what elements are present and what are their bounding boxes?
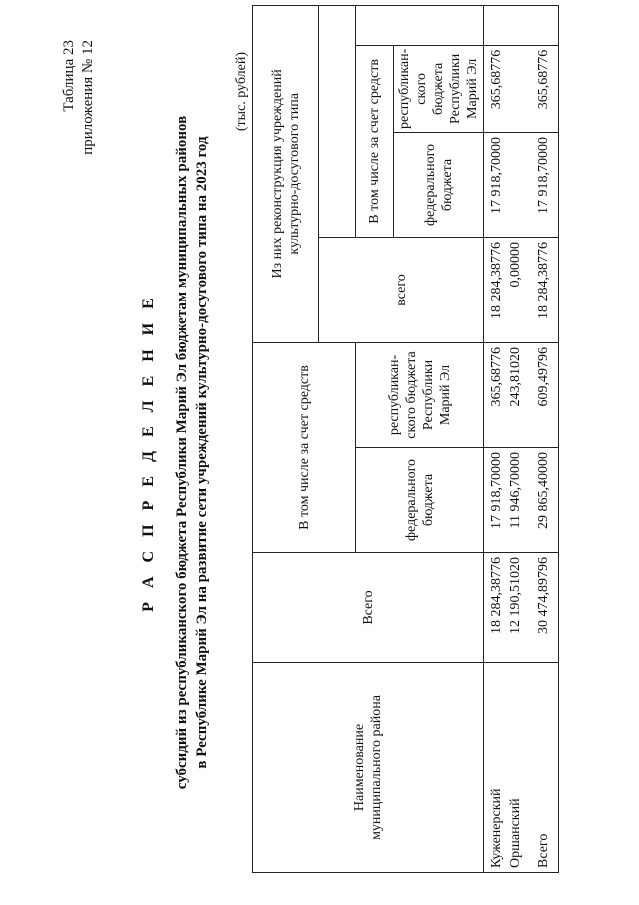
federal-value: 11 946,70000: [506, 448, 525, 553]
empty-cell: [525, 5, 559, 45]
reconstruction-republic-value: 365,68776: [484, 45, 507, 132]
units-note: (тыс. рублей): [234, 52, 249, 132]
reconstruction-total-value: 18 284,38776: [525, 238, 559, 343]
reconstruction-total-value: 18 284,38776: [484, 238, 507, 343]
empty-cell: [506, 5, 525, 45]
reconstruction-republic-value: [506, 45, 525, 132]
header-total: Всего: [253, 553, 484, 663]
empty-cell: [484, 5, 507, 45]
district-name: Оршанский: [506, 663, 525, 873]
reconstruction-republic-value: 365,68776: [525, 45, 559, 132]
header-right-spacer: [356, 5, 484, 45]
table-number-block: [60, 40, 98, 155]
district-name: Куженерский: [484, 663, 507, 873]
header-republic-budget: республикан- ского бюджета Республики Марий Эл: [356, 343, 484, 448]
republic-value: 243,81020: [506, 343, 525, 448]
document-title: Р А С П Р Е Д Е Л Е Н И Е: [140, 293, 157, 612]
reconstruction-federal-value: [506, 133, 525, 238]
header-reconstruction-spacer: [319, 5, 356, 237]
header-reconstruction: Из них реконструкция учреждений культурно-досугового типа: [253, 5, 319, 342]
table-number: Таблица 23: [61, 40, 77, 112]
total-value: 12 190,51020: [506, 553, 525, 663]
header-reconstruction-total: всего: [319, 238, 484, 343]
appendix-reference: приложения № 12: [80, 40, 96, 155]
total-label: Всего: [525, 663, 559, 873]
subsidy-distribution-table: [252, 5, 559, 873]
reconstruction-total-value: 0,00000: [506, 238, 525, 343]
document-subtitle-line-2: в Республике Марий Эл на развитие сети учреждений культурно-досугового типа на 2023 год: [194, 136, 210, 769]
header-including-funds: В том числе за счет средств: [253, 343, 356, 553]
table-total-row: [525, 5, 559, 872]
federal-value: 29 865,40000: [525, 448, 559, 553]
federal-value: 17 918,70000: [484, 448, 507, 553]
header-reconstruction-federal-budget: федерального бюджета: [394, 133, 484, 238]
table-row: [484, 5, 507, 872]
header-reconstruction-republic-budget: республикан- ского бюджета Республики Марий Эл: [394, 45, 484, 132]
republic-value: 609,49796: [525, 343, 559, 448]
reconstruction-federal-value: 17 918,70000: [525, 133, 559, 238]
total-value: 30 474,89796: [525, 553, 559, 663]
reconstruction-federal-value: 17 918,70000: [484, 133, 507, 238]
header-federal-budget: федерального бюджета: [356, 448, 484, 553]
table-row: [506, 5, 525, 872]
header-reconstruction-including-funds: В том числе за счет средств: [356, 45, 394, 237]
total-value: 18 284,38776: [484, 553, 507, 663]
document-subtitle-line-1: субсидий из республиканского бюджета Республики Марий Эл бюджетам муниципальных районов: [174, 115, 190, 790]
header-district-name: Наименование муниципального района: [253, 663, 484, 873]
republic-value: 365,68776: [484, 343, 507, 448]
